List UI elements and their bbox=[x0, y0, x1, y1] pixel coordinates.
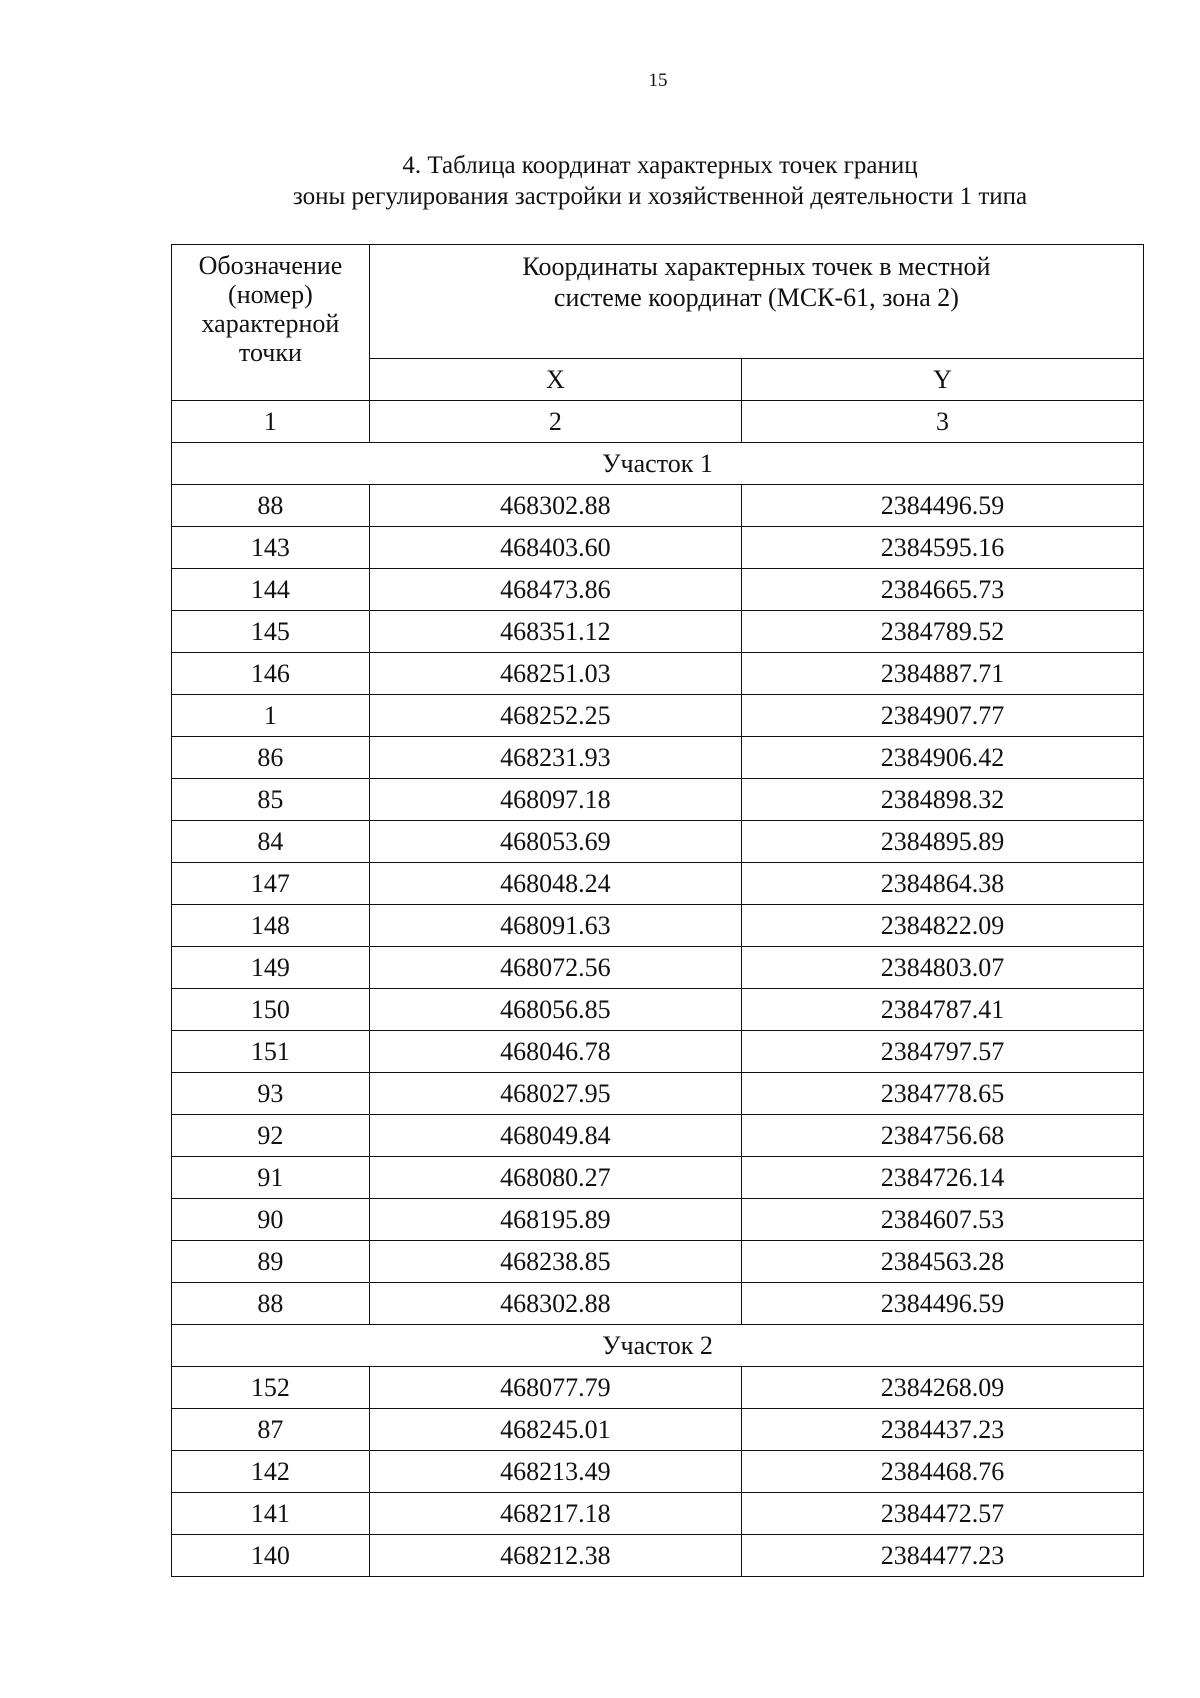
y-coordinate-cell: 2384778.65 bbox=[741, 1073, 1143, 1115]
y-coordinate-cell: 2384472.57 bbox=[741, 1493, 1143, 1535]
table-row bbox=[172, 527, 1144, 569]
y-coordinate-cell: 2384437.23 bbox=[741, 1409, 1143, 1451]
header-designation-line: точки bbox=[238, 338, 302, 367]
table-header bbox=[172, 245, 1144, 443]
x-coordinate-cell: 468072.56 bbox=[369, 947, 741, 989]
point-number-cell: 93 bbox=[172, 1073, 370, 1115]
x-coordinate-cell: 468049.84 bbox=[369, 1115, 741, 1157]
table-row bbox=[172, 695, 1144, 737]
point-number-cell: 141 bbox=[172, 1493, 370, 1535]
y-coordinate-cell: 2384726.14 bbox=[741, 1157, 1143, 1199]
y-coordinate-cell: 2384898.32 bbox=[741, 779, 1143, 821]
point-number-cell: 90 bbox=[172, 1199, 370, 1241]
table-row bbox=[172, 947, 1144, 989]
column-number: 1 bbox=[172, 401, 370, 443]
header-designation bbox=[172, 245, 370, 401]
x-coordinate-cell: 468077.79 bbox=[369, 1367, 741, 1409]
point-number-cell: 151 bbox=[172, 1031, 370, 1073]
point-number-cell: 87 bbox=[172, 1409, 370, 1451]
header-coordinates-line: системе координат (МСК-61, зона 2) bbox=[553, 283, 959, 312]
x-coordinate-cell: 468245.01 bbox=[369, 1409, 741, 1451]
point-number-cell: 84 bbox=[172, 821, 370, 863]
y-coordinate-cell: 2384563.28 bbox=[741, 1241, 1143, 1283]
x-coordinate-cell: 468213.49 bbox=[369, 1451, 741, 1493]
y-coordinate-cell: 2384895.89 bbox=[741, 821, 1143, 863]
x-coordinate-cell: 468302.88 bbox=[369, 1283, 741, 1325]
y-coordinate-cell: 2384789.52 bbox=[741, 611, 1143, 653]
point-number-cell: 150 bbox=[172, 989, 370, 1031]
point-number-cell: 140 bbox=[172, 1535, 370, 1577]
y-coordinate-cell: 2384907.77 bbox=[741, 695, 1143, 737]
y-coordinate-cell: 2384756.68 bbox=[741, 1115, 1143, 1157]
point-number-cell: 86 bbox=[172, 737, 370, 779]
section-label: Участок 2 bbox=[172, 1325, 1144, 1367]
x-coordinate-cell: 468238.85 bbox=[369, 1241, 741, 1283]
header-coordinates bbox=[369, 245, 1143, 359]
x-coordinate-cell: 468252.25 bbox=[369, 695, 741, 737]
x-coordinate-cell: 468195.89 bbox=[369, 1199, 741, 1241]
y-coordinate-cell: 2384787.41 bbox=[741, 989, 1143, 1031]
column-number: 2 bbox=[369, 401, 741, 443]
title-line-1: 4. Таблица координат характерных точек границ bbox=[402, 152, 918, 179]
table-row bbox=[172, 653, 1144, 695]
point-number-cell: 152 bbox=[172, 1367, 370, 1409]
x-coordinate-cell: 468097.18 bbox=[369, 779, 741, 821]
point-number-cell: 145 bbox=[172, 611, 370, 653]
header-x: X bbox=[369, 359, 741, 401]
point-number-cell: 144 bbox=[172, 569, 370, 611]
x-coordinate-cell: 468091.63 bbox=[369, 905, 741, 947]
point-number-cell: 148 bbox=[172, 905, 370, 947]
y-coordinate-cell: 2384468.76 bbox=[741, 1451, 1143, 1493]
page-number: 15 bbox=[648, 70, 668, 91]
document-title bbox=[200, 150, 1120, 212]
column-number: 3 bbox=[741, 401, 1143, 443]
y-coordinate-cell: 2384887.71 bbox=[741, 653, 1143, 695]
table-row bbox=[172, 1535, 1144, 1577]
x-coordinate-cell: 468048.24 bbox=[369, 863, 741, 905]
x-coordinate-cell: 468302.88 bbox=[369, 485, 741, 527]
point-number-cell: 146 bbox=[172, 653, 370, 695]
table-row bbox=[172, 611, 1144, 653]
table-row bbox=[172, 737, 1144, 779]
title-line-2: зоны регулирования застройки и хозяйственной деятельности 1 типа bbox=[292, 183, 1028, 210]
x-coordinate-cell: 468473.86 bbox=[369, 569, 741, 611]
table-row bbox=[172, 821, 1144, 863]
x-coordinate-cell: 468251.03 bbox=[369, 653, 741, 695]
table-row bbox=[172, 1115, 1144, 1157]
y-coordinate-cell: 2384822.09 bbox=[741, 905, 1143, 947]
y-coordinate-cell: 2384665.73 bbox=[741, 569, 1143, 611]
header-designation-line: Обозначение bbox=[198, 251, 343, 280]
table-row bbox=[172, 905, 1144, 947]
x-coordinate-cell: 468231.93 bbox=[369, 737, 741, 779]
x-coordinate-cell: 468351.12 bbox=[369, 611, 741, 653]
point-number-cell: 88 bbox=[172, 1283, 370, 1325]
point-number-cell: 149 bbox=[172, 947, 370, 989]
x-coordinate-cell: 468217.18 bbox=[369, 1493, 741, 1535]
point-number-cell: 147 bbox=[172, 863, 370, 905]
y-coordinate-cell: 2384477.23 bbox=[741, 1535, 1143, 1577]
y-coordinate-cell: 2384268.09 bbox=[741, 1367, 1143, 1409]
x-coordinate-cell: 468080.27 bbox=[369, 1157, 741, 1199]
y-coordinate-cell: 2384595.16 bbox=[741, 527, 1143, 569]
y-coordinate-cell: 2384496.59 bbox=[741, 485, 1143, 527]
header-designation-line: характерной bbox=[201, 309, 340, 338]
table-row bbox=[172, 569, 1144, 611]
y-coordinate-cell: 2384803.07 bbox=[741, 947, 1143, 989]
table-row bbox=[172, 1241, 1144, 1283]
column-numbering-row bbox=[172, 401, 1144, 443]
x-coordinate-cell: 468056.85 bbox=[369, 989, 741, 1031]
table-row bbox=[172, 1199, 1144, 1241]
header-y: Y bbox=[741, 359, 1143, 401]
header-coordinates-line: Координаты характерных точек в местной bbox=[522, 252, 991, 281]
y-coordinate-cell: 2384797.57 bbox=[741, 1031, 1143, 1073]
table-row bbox=[172, 1493, 1144, 1535]
table-row bbox=[172, 1283, 1144, 1325]
table-row bbox=[172, 485, 1144, 527]
table-row bbox=[172, 1367, 1144, 1409]
y-coordinate-cell: 2384906.42 bbox=[741, 737, 1143, 779]
point-number-cell: 143 bbox=[172, 527, 370, 569]
point-number-cell: 91 bbox=[172, 1157, 370, 1199]
table-row bbox=[172, 1073, 1144, 1115]
table-row bbox=[172, 779, 1144, 821]
table-row bbox=[172, 863, 1144, 905]
point-number-cell: 92 bbox=[172, 1115, 370, 1157]
point-number-cell: 89 bbox=[172, 1241, 370, 1283]
point-number-cell: 142 bbox=[172, 1451, 370, 1493]
x-coordinate-cell: 468046.78 bbox=[369, 1031, 741, 1073]
section-row bbox=[172, 443, 1144, 485]
point-number-cell: 88 bbox=[172, 485, 370, 527]
header-designation-line: (номер) bbox=[228, 280, 313, 309]
y-coordinate-cell: 2384496.59 bbox=[741, 1283, 1143, 1325]
x-coordinate-cell: 468212.38 bbox=[369, 1535, 741, 1577]
table-row bbox=[172, 1031, 1144, 1073]
section-label: Участок 1 bbox=[172, 443, 1144, 485]
table-body bbox=[172, 443, 1144, 1577]
point-number-cell: 85 bbox=[172, 779, 370, 821]
y-coordinate-cell: 2384607.53 bbox=[741, 1199, 1143, 1241]
y-coordinate-cell: 2384864.38 bbox=[741, 863, 1143, 905]
table-row bbox=[172, 989, 1144, 1031]
point-number-cell: 1 bbox=[172, 695, 370, 737]
x-coordinate-cell: 468027.95 bbox=[369, 1073, 741, 1115]
x-coordinate-cell: 468403.60 bbox=[369, 527, 741, 569]
table-row bbox=[172, 1409, 1144, 1451]
table-row bbox=[172, 1451, 1144, 1493]
x-coordinate-cell: 468053.69 bbox=[369, 821, 741, 863]
section-row bbox=[172, 1325, 1144, 1367]
coordinates-table bbox=[171, 244, 1144, 1577]
table-row bbox=[172, 1157, 1144, 1199]
